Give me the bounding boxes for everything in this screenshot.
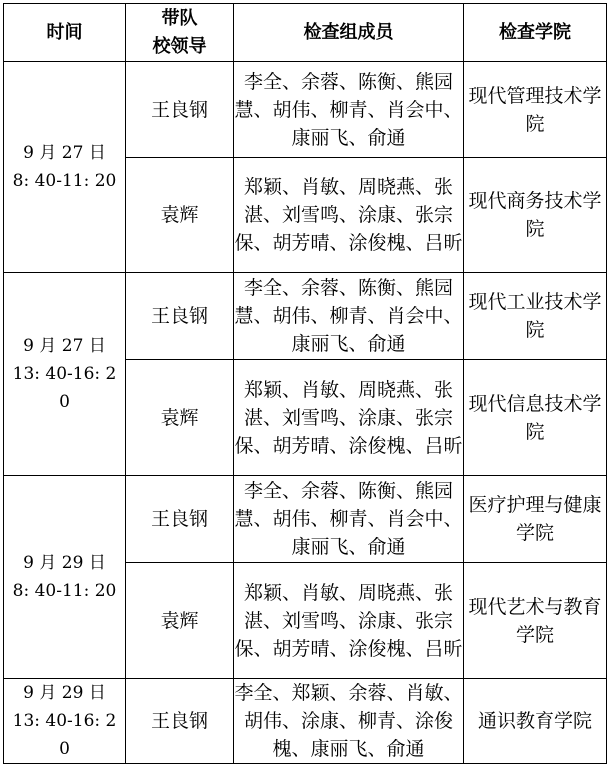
members-cell: 李全、余蓉、陈衡、熊园慧、胡伟、柳青、肖会中、康丽飞、俞通 <box>234 62 464 158</box>
time-range: 13: 40-16: 2 <box>12 364 117 384</box>
college-cell: 现代商务技术学院 <box>464 158 607 273</box>
header-row <box>4 4 607 62</box>
time-range-tail: 0 <box>59 392 70 412</box>
college-cell: 通识教育学院 <box>464 679 607 764</box>
inspection-schedule-table <box>3 3 607 764</box>
members-cell: 李全、余蓉、陈衡、熊园慧、胡伟、柳青、肖会中、康丽飞、俞通 <box>234 273 464 360</box>
leader-cell: 王良钢 <box>126 273 234 360</box>
time-cell <box>4 62 126 273</box>
header-leader-line1: 带队 <box>161 7 198 29</box>
leader-cell: 王良钢 <box>126 476 234 563</box>
college-cell: 现代管理技术学院 <box>464 62 607 158</box>
leader-cell: 王良钢 <box>126 62 234 158</box>
time-date: 9 月 27 日 <box>23 336 106 356</box>
header-college: 检查学院 <box>464 4 607 62</box>
time-cell <box>4 476 126 679</box>
table-row <box>4 476 607 563</box>
leader-cell: 袁辉 <box>126 563 234 679</box>
time-cell <box>4 273 126 476</box>
time-cell <box>4 679 126 764</box>
time-date: 9 月 27 日 <box>23 143 106 163</box>
members-cell: 郑颖、肖敏、周晓燕、张湛、刘雪鸣、涂康、张宗保、胡芳晴、涂俊槐、吕昕 <box>234 158 464 273</box>
table-row <box>4 679 607 764</box>
college-cell: 现代信息技术学院 <box>464 360 607 476</box>
header-time: 时间 <box>4 4 126 62</box>
header-members: 检查组成员 <box>234 4 464 62</box>
leader-cell: 袁辉 <box>126 158 234 273</box>
table-row <box>4 273 607 360</box>
leader-cell: 袁辉 <box>126 360 234 476</box>
time-range-tail: 0 <box>59 739 70 759</box>
time-date: 9 月 29 日 <box>23 553 106 573</box>
time-range: 8: 40-11: 20 <box>12 581 117 601</box>
table-row <box>4 62 607 158</box>
header-leader <box>126 4 234 62</box>
college-cell: 医疗护理与健康学院 <box>464 476 607 563</box>
header-leader-line2: 校领导 <box>152 35 207 57</box>
time-range: 8: 40-11: 20 <box>12 171 117 191</box>
members-cell: 李全、余蓉、陈衡、熊园慧、胡伟、柳青、肖会中、康丽飞、俞通 <box>234 476 464 563</box>
college-cell: 现代工业技术学院 <box>464 273 607 360</box>
time-date: 9 月 29 日 <box>23 683 106 703</box>
time-range: 13: 40-16: 2 <box>12 711 117 731</box>
college-cell: 现代艺术与教育学院 <box>464 563 607 679</box>
members-cell: 李全、郑颖、余蓉、肖敏、胡伟、涂康、柳青、涂俊槐、康丽飞、俞通 <box>234 679 464 764</box>
members-cell: 郑颖、肖敏、周晓燕、张湛、刘雪鸣、涂康、张宗保、胡芳晴、涂俊槐、吕昕 <box>234 563 464 679</box>
members-cell: 郑颖、肖敏、周晓燕、张湛、刘雪鸣、涂康、张宗保、胡芳晴、涂俊槐、吕昕 <box>234 360 464 476</box>
leader-cell: 王良钢 <box>126 679 234 764</box>
